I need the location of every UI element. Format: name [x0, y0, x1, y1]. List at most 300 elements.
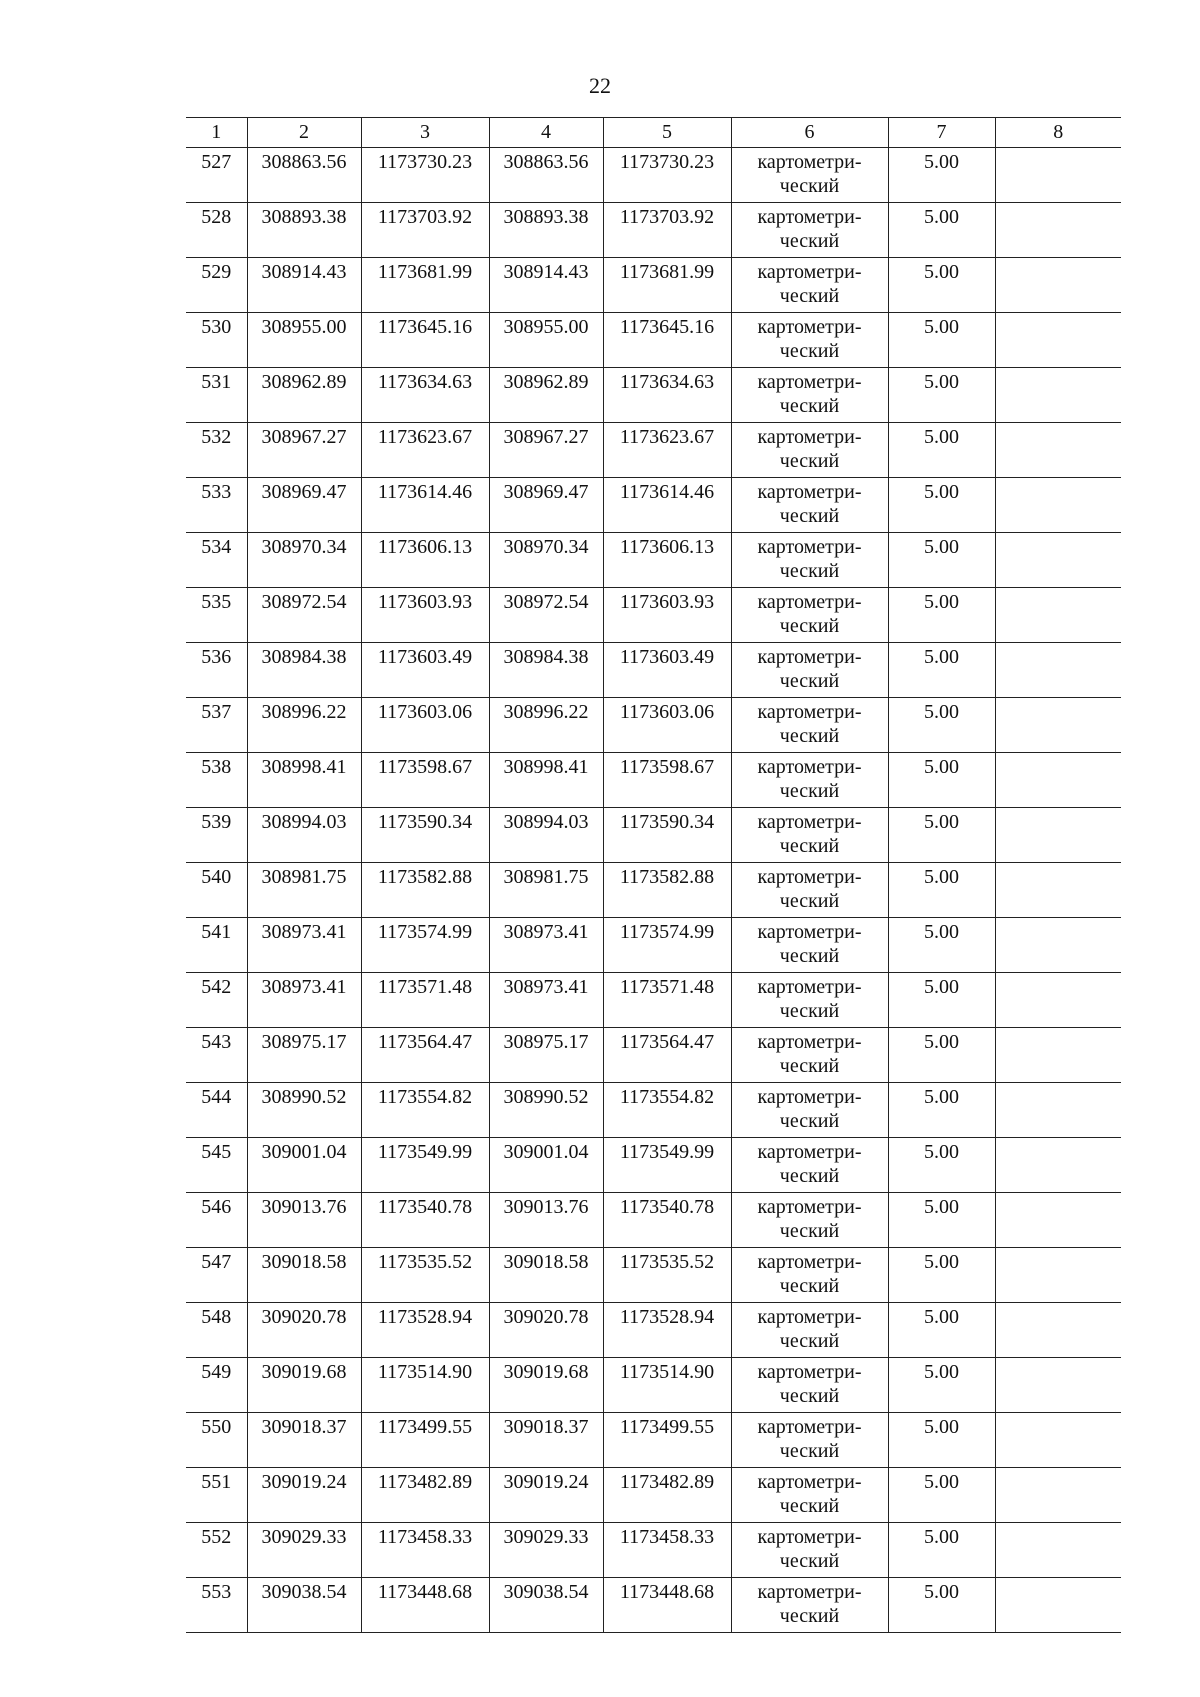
y-coordinate-cell: 1173730.23	[603, 148, 731, 203]
method-line: картометри-	[757, 1196, 862, 1218]
method-line: ческий	[779, 505, 840, 527]
note-cell	[995, 1138, 1121, 1193]
x-coordinate-cell: 309001.04	[489, 1138, 603, 1193]
method-line: картометри-	[757, 1526, 862, 1548]
x-coordinate-cell: 309001.04	[247, 1138, 361, 1193]
table-row	[186, 313, 1121, 368]
y-coordinate-cell: 1173598.67	[361, 753, 489, 808]
method-line: картометри-	[757, 481, 862, 503]
y-coordinate-cell: 1173514.90	[361, 1358, 489, 1413]
point-number-cell: 545	[186, 1138, 247, 1193]
y-coordinate-cell: 1173564.47	[603, 1028, 731, 1083]
y-coordinate-cell: 1173482.89	[361, 1468, 489, 1523]
table-row	[186, 753, 1121, 808]
method-line: картометри-	[757, 701, 862, 723]
method-line: ческий	[779, 1275, 840, 1297]
accuracy-cell: 5.00	[888, 1248, 995, 1303]
method-line: ческий	[779, 450, 840, 472]
accuracy-cell: 5.00	[888, 698, 995, 753]
method-cell	[731, 643, 888, 698]
x-coordinate-cell: 308994.03	[247, 808, 361, 863]
y-coordinate-cell: 1173458.33	[361, 1523, 489, 1578]
x-coordinate-cell: 308984.38	[489, 643, 603, 698]
accuracy-cell: 5.00	[888, 313, 995, 368]
note-cell	[995, 1523, 1121, 1578]
method-cell	[731, 1028, 888, 1083]
accuracy-cell: 5.00	[888, 368, 995, 423]
method-line: картометри-	[757, 866, 862, 888]
method-cell	[731, 148, 888, 203]
note-cell	[995, 368, 1121, 423]
accuracy-cell: 5.00	[888, 1083, 995, 1138]
y-coordinate-cell: 1173603.49	[603, 643, 731, 698]
method-line: ческий	[779, 890, 840, 912]
point-number-cell: 549	[186, 1358, 247, 1413]
table-row	[186, 698, 1121, 753]
method-cell	[731, 1083, 888, 1138]
y-coordinate-cell: 1173448.68	[361, 1578, 489, 1633]
point-number-cell: 548	[186, 1303, 247, 1358]
method-line: ческий	[779, 340, 840, 362]
method-line: картометри-	[757, 1416, 862, 1438]
y-coordinate-cell: 1173582.88	[361, 863, 489, 918]
y-coordinate-cell: 1173499.55	[361, 1413, 489, 1468]
method-cell	[731, 1468, 888, 1523]
x-coordinate-cell: 308973.41	[489, 973, 603, 1028]
note-cell	[995, 1083, 1121, 1138]
y-coordinate-cell: 1173623.67	[603, 423, 731, 478]
y-coordinate-cell: 1173564.47	[361, 1028, 489, 1083]
note-cell	[995, 643, 1121, 698]
method-line: ческий	[779, 945, 840, 967]
note-cell	[995, 918, 1121, 973]
note-cell	[995, 1578, 1121, 1633]
column-header: 3	[361, 118, 489, 148]
note-cell	[995, 588, 1121, 643]
x-coordinate-cell: 308967.27	[489, 423, 603, 478]
point-number-cell: 551	[186, 1468, 247, 1523]
y-coordinate-cell: 1173703.92	[603, 203, 731, 258]
point-number-cell: 552	[186, 1523, 247, 1578]
accuracy-cell: 5.00	[888, 423, 995, 478]
method-cell	[731, 808, 888, 863]
y-coordinate-cell: 1173645.16	[603, 313, 731, 368]
method-line: картометри-	[757, 1031, 862, 1053]
method-line: картометри-	[757, 811, 862, 833]
y-coordinate-cell: 1173574.99	[603, 918, 731, 973]
y-coordinate-cell: 1173614.46	[361, 478, 489, 533]
method-line: ческий	[779, 560, 840, 582]
y-coordinate-cell: 1173528.94	[361, 1303, 489, 1358]
column-header: 7	[888, 118, 995, 148]
accuracy-cell: 5.00	[888, 1358, 995, 1413]
accuracy-cell: 5.00	[888, 753, 995, 808]
note-cell	[995, 863, 1121, 918]
method-line: ческий	[779, 1055, 840, 1077]
method-cell	[731, 258, 888, 313]
y-coordinate-cell: 1173681.99	[361, 258, 489, 313]
column-header: 2	[247, 118, 361, 148]
x-coordinate-cell: 308955.00	[247, 313, 361, 368]
column-header: 4	[489, 118, 603, 148]
point-number-cell: 542	[186, 973, 247, 1028]
method-cell	[731, 313, 888, 368]
method-line: картометри-	[757, 1141, 862, 1163]
x-coordinate-cell: 309038.54	[489, 1578, 603, 1633]
x-coordinate-cell: 308998.41	[247, 753, 361, 808]
y-coordinate-cell: 1173603.49	[361, 643, 489, 698]
x-coordinate-cell: 309013.76	[247, 1193, 361, 1248]
table-row	[186, 423, 1121, 478]
y-coordinate-cell: 1173535.52	[603, 1248, 731, 1303]
x-coordinate-cell: 308973.41	[489, 918, 603, 973]
note-cell	[995, 1358, 1121, 1413]
method-line: ческий	[779, 780, 840, 802]
x-coordinate-cell: 308990.52	[489, 1083, 603, 1138]
x-coordinate-cell: 308969.47	[247, 478, 361, 533]
method-line: ческий	[779, 615, 840, 637]
x-coordinate-cell: 308975.17	[489, 1028, 603, 1083]
x-coordinate-cell: 308962.89	[489, 368, 603, 423]
method-line: картометри-	[757, 261, 862, 283]
note-cell	[995, 478, 1121, 533]
y-coordinate-cell: 1173574.99	[361, 918, 489, 973]
table-row	[186, 1523, 1121, 1578]
accuracy-cell: 5.00	[888, 533, 995, 588]
y-coordinate-cell: 1173571.48	[603, 973, 731, 1028]
x-coordinate-cell: 309020.78	[489, 1303, 603, 1358]
y-coordinate-cell: 1173645.16	[361, 313, 489, 368]
method-cell	[731, 1193, 888, 1248]
column-header: 6	[731, 118, 888, 148]
x-coordinate-cell: 308996.22	[247, 698, 361, 753]
table-row	[186, 918, 1121, 973]
accuracy-cell: 5.00	[888, 148, 995, 203]
method-cell	[731, 973, 888, 1028]
accuracy-cell: 5.00	[888, 1138, 995, 1193]
x-coordinate-cell: 309018.37	[489, 1413, 603, 1468]
note-cell	[995, 808, 1121, 863]
accuracy-cell: 5.00	[888, 918, 995, 973]
method-line: ческий	[779, 1110, 840, 1132]
table-row	[186, 1413, 1121, 1468]
method-line: картометри-	[757, 1086, 862, 1108]
note-cell	[995, 258, 1121, 313]
note-cell	[995, 148, 1121, 203]
table-row	[186, 808, 1121, 863]
note-cell	[995, 1468, 1121, 1523]
method-line: картометри-	[757, 1361, 862, 1383]
method-line: картометри-	[757, 1471, 862, 1493]
x-coordinate-cell: 308970.34	[247, 533, 361, 588]
accuracy-cell: 5.00	[888, 808, 995, 863]
point-number-cell: 532	[186, 423, 247, 478]
x-coordinate-cell: 309029.33	[489, 1523, 603, 1578]
accuracy-cell: 5.00	[888, 973, 995, 1028]
point-number-cell: 534	[186, 533, 247, 588]
method-cell	[731, 1248, 888, 1303]
y-coordinate-cell: 1173598.67	[603, 753, 731, 808]
method-line: ческий	[779, 230, 840, 252]
accuracy-cell: 5.00	[888, 643, 995, 698]
x-coordinate-cell: 309029.33	[247, 1523, 361, 1578]
method-cell	[731, 478, 888, 533]
method-cell	[731, 1413, 888, 1468]
x-coordinate-cell: 309019.68	[247, 1358, 361, 1413]
method-line: ческий	[779, 175, 840, 197]
accuracy-cell: 5.00	[888, 1193, 995, 1248]
x-coordinate-cell: 308973.41	[247, 918, 361, 973]
method-line: ческий	[779, 1000, 840, 1022]
method-line: ческий	[779, 285, 840, 307]
y-coordinate-cell: 1173606.13	[603, 533, 731, 588]
point-number-cell: 544	[186, 1083, 247, 1138]
y-coordinate-cell: 1173590.34	[603, 808, 731, 863]
method-cell	[731, 1303, 888, 1358]
table-row	[186, 1248, 1121, 1303]
point-number-cell: 546	[186, 1193, 247, 1248]
y-coordinate-cell: 1173540.78	[361, 1193, 489, 1248]
x-coordinate-cell: 308893.38	[489, 203, 603, 258]
method-line: ческий	[779, 1440, 840, 1462]
point-number-cell: 541	[186, 918, 247, 973]
y-coordinate-cell: 1173703.92	[361, 203, 489, 258]
table-row	[186, 643, 1121, 698]
y-coordinate-cell: 1173571.48	[361, 973, 489, 1028]
table-row	[186, 533, 1121, 588]
method-cell	[731, 753, 888, 808]
y-coordinate-cell: 1173730.23	[361, 148, 489, 203]
x-coordinate-cell: 308981.75	[247, 863, 361, 918]
y-coordinate-cell: 1173549.99	[603, 1138, 731, 1193]
point-number-cell: 547	[186, 1248, 247, 1303]
x-coordinate-cell: 309013.76	[489, 1193, 603, 1248]
y-coordinate-cell: 1173603.93	[603, 588, 731, 643]
x-coordinate-cell: 309019.24	[247, 1468, 361, 1523]
x-coordinate-cell: 308863.56	[489, 148, 603, 203]
note-cell	[995, 1303, 1121, 1358]
method-cell	[731, 588, 888, 643]
y-coordinate-cell: 1173535.52	[361, 1248, 489, 1303]
x-coordinate-cell: 308996.22	[489, 698, 603, 753]
y-coordinate-cell: 1173582.88	[603, 863, 731, 918]
method-line: ческий	[779, 1330, 840, 1352]
accuracy-cell: 5.00	[888, 1578, 995, 1633]
accuracy-cell: 5.00	[888, 1303, 995, 1358]
note-cell	[995, 1193, 1121, 1248]
method-line: картометри-	[757, 371, 862, 393]
method-line: картометри-	[757, 921, 862, 943]
method-cell	[731, 203, 888, 258]
x-coordinate-cell: 309018.37	[247, 1413, 361, 1468]
column-header: 8	[995, 118, 1121, 148]
accuracy-cell: 5.00	[888, 1413, 995, 1468]
method-line: картометри-	[757, 536, 862, 558]
method-line: ческий	[779, 1220, 840, 1242]
coordinates-table	[186, 117, 1121, 1633]
x-coordinate-cell: 308994.03	[489, 808, 603, 863]
method-line: ческий	[779, 670, 840, 692]
method-line: картометри-	[757, 976, 862, 998]
table-body	[186, 148, 1121, 1633]
point-number-cell: 529	[186, 258, 247, 313]
point-number-cell: 553	[186, 1578, 247, 1633]
y-coordinate-cell: 1173614.46	[603, 478, 731, 533]
y-coordinate-cell: 1173634.63	[361, 368, 489, 423]
method-cell	[731, 863, 888, 918]
y-coordinate-cell: 1173458.33	[603, 1523, 731, 1578]
x-coordinate-cell: 309019.24	[489, 1468, 603, 1523]
accuracy-cell: 5.00	[888, 1523, 995, 1578]
y-coordinate-cell: 1173499.55	[603, 1413, 731, 1468]
table-row	[186, 1578, 1121, 1633]
table-row	[186, 478, 1121, 533]
point-number-cell: 540	[186, 863, 247, 918]
x-coordinate-cell: 308967.27	[247, 423, 361, 478]
x-coordinate-cell: 309018.58	[247, 1248, 361, 1303]
y-coordinate-cell: 1173549.99	[361, 1138, 489, 1193]
method-cell	[731, 533, 888, 588]
y-coordinate-cell: 1173623.67	[361, 423, 489, 478]
x-coordinate-cell: 308984.38	[247, 643, 361, 698]
page-number: 22	[589, 73, 611, 98]
method-line: ческий	[779, 1165, 840, 1187]
note-cell	[995, 423, 1121, 478]
x-coordinate-cell: 308972.54	[489, 588, 603, 643]
y-coordinate-cell: 1173681.99	[603, 258, 731, 313]
method-line: ческий	[779, 395, 840, 417]
x-coordinate-cell: 308914.43	[489, 258, 603, 313]
note-cell	[995, 1028, 1121, 1083]
y-coordinate-cell: 1173554.82	[603, 1083, 731, 1138]
x-coordinate-cell: 309019.68	[489, 1358, 603, 1413]
table-row	[186, 1028, 1121, 1083]
point-number-cell: 536	[186, 643, 247, 698]
note-cell	[995, 1248, 1121, 1303]
x-coordinate-cell: 308863.56	[247, 148, 361, 203]
point-number-cell: 550	[186, 1413, 247, 1468]
y-coordinate-cell: 1173606.13	[361, 533, 489, 588]
y-coordinate-cell: 1173603.06	[603, 698, 731, 753]
method-cell	[731, 1138, 888, 1193]
table-row	[186, 1083, 1121, 1138]
x-coordinate-cell: 308973.41	[247, 973, 361, 1028]
note-cell	[995, 313, 1121, 368]
column-header: 5	[603, 118, 731, 148]
method-line: картометри-	[757, 1306, 862, 1328]
y-coordinate-cell: 1173603.93	[361, 588, 489, 643]
method-line: ческий	[779, 835, 840, 857]
point-number-cell: 530	[186, 313, 247, 368]
method-cell	[731, 698, 888, 753]
method-line: картометри-	[757, 1251, 862, 1273]
x-coordinate-cell: 308955.00	[489, 313, 603, 368]
x-coordinate-cell: 308893.38	[247, 203, 361, 258]
x-coordinate-cell: 309018.58	[489, 1248, 603, 1303]
note-cell	[995, 698, 1121, 753]
x-coordinate-cell: 308998.41	[489, 753, 603, 808]
y-coordinate-cell: 1173528.94	[603, 1303, 731, 1358]
table-row	[186, 368, 1121, 423]
point-number-cell: 539	[186, 808, 247, 863]
note-cell	[995, 203, 1121, 258]
x-coordinate-cell: 308990.52	[247, 1083, 361, 1138]
method-cell	[731, 1578, 888, 1633]
x-coordinate-cell: 308972.54	[247, 588, 361, 643]
accuracy-cell: 5.00	[888, 588, 995, 643]
x-coordinate-cell: 308970.34	[489, 533, 603, 588]
method-line: картометри-	[757, 591, 862, 613]
accuracy-cell: 5.00	[888, 258, 995, 313]
x-coordinate-cell: 308969.47	[489, 478, 603, 533]
accuracy-cell: 5.00	[888, 203, 995, 258]
method-line: картометри-	[757, 756, 862, 778]
method-cell	[731, 1523, 888, 1578]
table-row	[186, 1193, 1121, 1248]
y-coordinate-cell: 1173590.34	[361, 808, 489, 863]
method-cell	[731, 1358, 888, 1413]
note-cell	[995, 1413, 1121, 1468]
point-number-cell: 543	[186, 1028, 247, 1083]
y-coordinate-cell: 1173514.90	[603, 1358, 731, 1413]
y-coordinate-cell: 1173634.63	[603, 368, 731, 423]
method-line: картометри-	[757, 316, 862, 338]
table-row	[186, 1303, 1121, 1358]
table-row	[186, 1468, 1121, 1523]
table-row	[186, 863, 1121, 918]
table-row	[186, 973, 1121, 1028]
x-coordinate-cell: 308962.89	[247, 368, 361, 423]
accuracy-cell: 5.00	[888, 1028, 995, 1083]
x-coordinate-cell: 308981.75	[489, 863, 603, 918]
x-coordinate-cell: 309038.54	[247, 1578, 361, 1633]
method-cell	[731, 368, 888, 423]
table-row	[186, 258, 1121, 313]
point-number-cell: 528	[186, 203, 247, 258]
point-number-cell: 527	[186, 148, 247, 203]
x-coordinate-cell: 308975.17	[247, 1028, 361, 1083]
table-row	[186, 148, 1121, 203]
point-number-cell: 535	[186, 588, 247, 643]
x-coordinate-cell: 309020.78	[247, 1303, 361, 1358]
table-row	[186, 203, 1121, 258]
y-coordinate-cell: 1173540.78	[603, 1193, 731, 1248]
method-line: картометри-	[757, 151, 862, 173]
method-line: картометри-	[757, 1581, 862, 1603]
y-coordinate-cell: 1173448.68	[603, 1578, 731, 1633]
method-line: картометри-	[757, 646, 862, 668]
method-line: ческий	[779, 1495, 840, 1517]
method-cell	[731, 423, 888, 478]
point-number-cell: 531	[186, 368, 247, 423]
method-line: картометри-	[757, 206, 862, 228]
y-coordinate-cell: 1173554.82	[361, 1083, 489, 1138]
point-number-cell: 538	[186, 753, 247, 808]
method-line: ческий	[779, 725, 840, 747]
accuracy-cell: 5.00	[888, 1468, 995, 1523]
accuracy-cell: 5.00	[888, 863, 995, 918]
column-header: 1	[186, 118, 247, 148]
point-number-cell: 537	[186, 698, 247, 753]
table-row	[186, 1358, 1121, 1413]
note-cell	[995, 753, 1121, 808]
method-line: ческий	[779, 1385, 840, 1407]
method-line: ческий	[779, 1550, 840, 1572]
accuracy-cell: 5.00	[888, 478, 995, 533]
method-line: картометри-	[757, 426, 862, 448]
table-row	[186, 588, 1121, 643]
table-header-row	[186, 118, 1121, 148]
